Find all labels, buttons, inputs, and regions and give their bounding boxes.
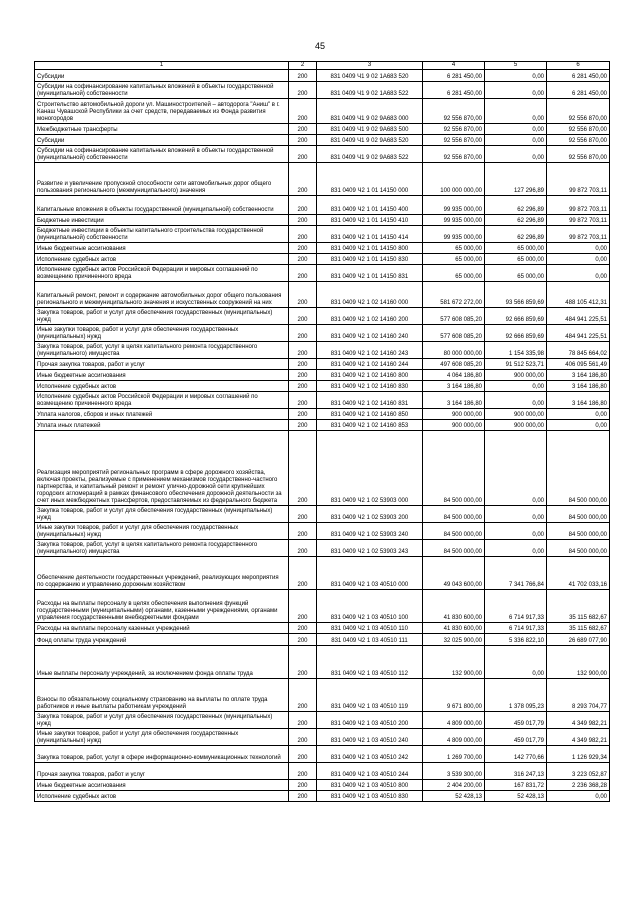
row-line-code-cell: 200	[289, 124, 317, 135]
row-unexecuted-amount-cell: 99 872 703,11	[547, 196, 610, 215]
row-name-cell: Закупка товаров, работ, услуг в сфере информационно-коммуникационных технологий	[35, 746, 289, 763]
row-unexecuted-amount-cell: 0,00	[547, 791, 610, 802]
row-line-code-cell: 200	[289, 308, 317, 325]
row-approved-amount-cell: 9 671 800,00	[423, 679, 485, 712]
row-approved-amount-cell: 99 935 000,00	[423, 226, 485, 243]
row-approved-amount-cell: 41 830 600,00	[423, 590, 485, 623]
page-number: 45	[314, 41, 325, 51]
row-classification-code-cell: 831 0409 Ч2 1 02 53903 240	[317, 523, 423, 540]
row-name-cell: Иные бюджетные ассигнования	[35, 370, 289, 381]
row-classification-code-cell: 831 0409 Ч1 9 02 1А683 522	[317, 82, 423, 99]
row-classification-code-cell: 831 0409 Ч2 1 03 40510 244	[317, 763, 423, 780]
row-line-code-cell: 200	[289, 780, 317, 791]
table-row	[35, 392, 610, 409]
row-executed-amount-cell: 62 296,89	[485, 215, 547, 226]
row-approved-amount-cell: 6 281 450,00	[423, 70, 485, 82]
table-row	[35, 763, 610, 780]
column-header-1: 1	[35, 62, 289, 70]
row-classification-code-cell: 831 0409 Ч2 1 03 40510 112	[317, 646, 423, 679]
row-unexecuted-amount-cell: 92 556 870,00	[547, 99, 610, 124]
row-classification-code-cell: 831 0409 Ч2 1 03 40510 200	[317, 712, 423, 729]
table-row	[35, 780, 610, 791]
table-row	[35, 146, 610, 163]
row-approved-amount-cell: 4 064 186,80	[423, 370, 485, 381]
row-executed-amount-cell: 167 831,72	[485, 780, 547, 791]
column-header-4: 4	[423, 62, 485, 70]
row-executed-amount-cell: 5 336 822,10	[485, 634, 547, 646]
row-executed-amount-cell: 91 512 523,71	[485, 359, 547, 370]
row-unexecuted-amount-cell: 78 845 664,02	[547, 342, 610, 359]
table-row	[35, 163, 610, 196]
row-approved-amount-cell: 49 043 600,00	[423, 557, 485, 590]
table-row	[35, 746, 610, 763]
row-classification-code-cell: 831 0409 Ч2 1 03 40510 830	[317, 791, 423, 802]
table-row	[35, 381, 610, 392]
row-classification-code-cell: 831 0409 Ч2 1 03 40510 800	[317, 780, 423, 791]
row-unexecuted-amount-cell: 1 126 929,34	[547, 746, 610, 763]
row-unexecuted-amount-cell: 484 941 225,51	[547, 308, 610, 325]
row-executed-amount-cell: 0,00	[485, 523, 547, 540]
row-line-code-cell: 200	[289, 557, 317, 590]
row-name-cell: Иные закупки товаров, работ и услуг для обеспечения государственных (муниципальных) нужд	[35, 325, 289, 342]
row-name-cell: Иные закупки товаров, работ и услуг для обеспечения государственных (муниципальных) нужд	[35, 729, 289, 746]
table-row	[35, 215, 610, 226]
row-classification-code-cell: 831 0409 Ч2 1 01 14150 400	[317, 196, 423, 215]
row-executed-amount-cell: 92 666 859,69	[485, 308, 547, 325]
table-row	[35, 540, 610, 557]
row-classification-code-cell: 831 0409 Ч1 9 02 1А683 520	[317, 70, 423, 82]
row-approved-amount-cell: 1 269 700,00	[423, 746, 485, 763]
row-classification-code-cell: 831 0409 Ч2 1 02 14160 243	[317, 342, 423, 359]
row-name-cell: Закупка товаров, работ и услуг для обеспечения государственных (муниципальных) нужд	[35, 506, 289, 523]
row-approved-amount-cell: 80 000 000,00	[423, 342, 485, 359]
row-approved-amount-cell: 84 500 000,00	[423, 431, 485, 506]
table-row	[35, 124, 610, 135]
row-executed-amount-cell: 93 566 859,69	[485, 282, 547, 308]
row-executed-amount-cell: 0,00	[485, 146, 547, 163]
row-executed-amount-cell: 0,00	[485, 82, 547, 99]
row-line-code-cell: 200	[289, 712, 317, 729]
row-unexecuted-amount-cell: 484 941 225,51	[547, 325, 610, 342]
row-approved-amount-cell: 3 539 300,00	[423, 763, 485, 780]
row-classification-code-cell: 831 0409 Ч2 1 03 40510 240	[317, 729, 423, 746]
row-classification-code-cell: 831 0409 Ч2 1 03 40510 100	[317, 590, 423, 623]
row-line-code-cell: 200	[289, 196, 317, 215]
row-unexecuted-amount-cell: 2 236 368,28	[547, 780, 610, 791]
table-row	[35, 557, 610, 590]
table-row	[35, 431, 610, 506]
row-unexecuted-amount-cell: 99 872 703,11	[547, 163, 610, 196]
row-executed-amount-cell: 900 000,00	[485, 409, 547, 420]
row-executed-amount-cell: 52 428,13	[485, 791, 547, 802]
row-classification-code-cell: 831 0409 Ч2 1 01 14150 830	[317, 254, 423, 265]
table-row	[35, 342, 610, 359]
row-unexecuted-amount-cell: 4 349 982,21	[547, 729, 610, 746]
table-row	[35, 282, 610, 308]
row-executed-amount-cell: 0,00	[485, 70, 547, 82]
row-name-cell: Исполнение судебных актов	[35, 254, 289, 265]
row-line-code-cell: 200	[289, 163, 317, 196]
row-executed-amount-cell: 65 000,00	[485, 254, 547, 265]
row-unexecuted-amount-cell: 8 293 704,77	[547, 679, 610, 712]
row-line-code-cell: 200	[289, 359, 317, 370]
table-row	[35, 243, 610, 254]
row-line-code-cell: 200	[289, 82, 317, 99]
row-executed-amount-cell: 6 714 917,33	[485, 623, 547, 634]
row-classification-code-cell: 831 0409 Ч2 1 02 14160 853	[317, 420, 423, 431]
row-unexecuted-amount-cell: 0,00	[547, 254, 610, 265]
row-name-cell: Субсидии	[35, 70, 289, 82]
row-line-code-cell: 200	[289, 226, 317, 243]
row-classification-code-cell: 831 0409 Ч2 1 03 40510 110	[317, 623, 423, 634]
row-executed-amount-cell: 6 714 917,33	[485, 590, 547, 623]
row-name-cell: Субсидии	[35, 135, 289, 146]
table-row	[35, 646, 610, 679]
table-row	[35, 135, 610, 146]
row-name-cell: Исполнение судебных актов Российской Федерации и мировых соглашений по возмещению причиненного вреда	[35, 392, 289, 409]
row-unexecuted-amount-cell: 3 164 186,80	[547, 370, 610, 381]
row-line-code-cell: 200	[289, 523, 317, 540]
table-row	[35, 99, 610, 124]
row-executed-amount-cell: 1 378 095,23	[485, 679, 547, 712]
row-classification-code-cell: 831 0409 Ч2 1 02 14160 830	[317, 381, 423, 392]
row-approved-amount-cell: 132 900,00	[423, 646, 485, 679]
row-approved-amount-cell: 92 556 870,00	[423, 99, 485, 124]
row-unexecuted-amount-cell: 4 349 982,21	[547, 712, 610, 729]
row-name-cell: Обеспечение деятельности государственных учреждений, реализующих мероприятия по содержанию и управлению дорожным хозяйством	[35, 557, 289, 590]
row-executed-amount-cell: 7 341 766,84	[485, 557, 547, 590]
row-line-code-cell: 200	[289, 254, 317, 265]
row-name-cell: Исполнение судебных актов	[35, 381, 289, 392]
row-line-code-cell: 200	[289, 506, 317, 523]
row-approved-amount-cell: 577 608 085,20	[423, 325, 485, 342]
row-line-code-cell: 200	[289, 746, 317, 763]
row-executed-amount-cell: 900 000,00	[485, 420, 547, 431]
table-body	[35, 62, 610, 802]
row-line-code-cell: 200	[289, 420, 317, 431]
row-executed-amount-cell: 0,00	[485, 392, 547, 409]
row-unexecuted-amount-cell: 0,00	[547, 243, 610, 254]
row-approved-amount-cell: 99 935 000,00	[423, 215, 485, 226]
row-classification-code-cell: 831 0409 Ч2 1 01 14150 831	[317, 265, 423, 282]
row-unexecuted-amount-cell: 84 500 000,00	[547, 431, 610, 506]
row-executed-amount-cell: 62 296,89	[485, 226, 547, 243]
budget-execution-table	[34, 61, 610, 802]
row-executed-amount-cell: 1 154 335,98	[485, 342, 547, 359]
row-classification-code-cell: 831 0409 Ч1 9 02 9А683 522	[317, 146, 423, 163]
row-approved-amount-cell: 3 164 186,80	[423, 392, 485, 409]
row-executed-amount-cell: 0,00	[485, 124, 547, 135]
row-executed-amount-cell: 0,00	[485, 99, 547, 124]
row-unexecuted-amount-cell: 3 164 186,80	[547, 392, 610, 409]
table-row	[35, 729, 610, 746]
row-line-code-cell: 200	[289, 243, 317, 254]
row-approved-amount-cell: 4 809 000,00	[423, 712, 485, 729]
table-row	[35, 712, 610, 729]
row-executed-amount-cell: 0,00	[485, 431, 547, 506]
row-executed-amount-cell: 62 296,89	[485, 196, 547, 215]
row-classification-code-cell: 831 0409 Ч2 1 02 14160 850	[317, 409, 423, 420]
row-classification-code-cell: 831 0409 Ч2 1 01 14150 410	[317, 215, 423, 226]
row-name-cell: Расходы на выплаты персоналу казенных учреждений	[35, 623, 289, 634]
row-name-cell: Субсидии на софинансирование капитальных вложений в объекты государственной (муниципальной) собственности	[35, 146, 289, 163]
row-classification-code-cell: 831 0409 Ч2 1 02 14160 200	[317, 308, 423, 325]
row-unexecuted-amount-cell: 0,00	[547, 409, 610, 420]
row-approved-amount-cell: 65 000,00	[423, 254, 485, 265]
row-unexecuted-amount-cell: 132 900,00	[547, 646, 610, 679]
row-name-cell: Иные бюджетные ассигнования	[35, 243, 289, 254]
row-unexecuted-amount-cell: 41 702 033,16	[547, 557, 610, 590]
row-classification-code-cell: 831 0409 Ч2 1 01 14150 000	[317, 163, 423, 196]
row-line-code-cell: 200	[289, 392, 317, 409]
row-classification-code-cell: 831 0409 Ч1 9 02 9А683 500	[317, 124, 423, 135]
row-line-code-cell: 200	[289, 791, 317, 802]
row-unexecuted-amount-cell: 35 115 682,67	[547, 623, 610, 634]
row-line-code-cell: 200	[289, 623, 317, 634]
row-line-code-cell: 200	[289, 370, 317, 381]
row-approved-amount-cell: 2 404 200,00	[423, 780, 485, 791]
row-approved-amount-cell: 92 556 870,00	[423, 124, 485, 135]
row-name-cell: Межбюджетные трансферты	[35, 124, 289, 135]
row-unexecuted-amount-cell: 84 500 000,00	[547, 506, 610, 523]
row-unexecuted-amount-cell: 84 500 000,00	[547, 540, 610, 557]
row-unexecuted-amount-cell: 6 281 450,00	[547, 82, 610, 99]
row-executed-amount-cell: 0,00	[485, 646, 547, 679]
row-unexecuted-amount-cell: 99 872 703,11	[547, 215, 610, 226]
row-line-code-cell: 200	[289, 729, 317, 746]
row-classification-code-cell: 831 0409 Ч2 1 02 14160 244	[317, 359, 423, 370]
row-line-code-cell: 200	[289, 99, 317, 124]
row-line-code-cell: 200	[289, 646, 317, 679]
table-row	[35, 623, 610, 634]
row-line-code-cell: 200	[289, 431, 317, 506]
column-header-6: 6	[547, 62, 610, 70]
table-row	[35, 634, 610, 646]
table-row	[35, 409, 610, 420]
row-approved-amount-cell: 497 608 085,20	[423, 359, 485, 370]
row-approved-amount-cell: 900 000,00	[423, 420, 485, 431]
column-number-header-row	[35, 62, 610, 70]
row-approved-amount-cell: 32 025 900,00	[423, 634, 485, 646]
row-line-code-cell: 200	[289, 540, 317, 557]
table-row	[35, 254, 610, 265]
row-approved-amount-cell: 900 000,00	[423, 409, 485, 420]
row-line-code-cell: 200	[289, 679, 317, 712]
row-approved-amount-cell: 84 500 000,00	[423, 540, 485, 557]
row-unexecuted-amount-cell: 35 115 682,67	[547, 590, 610, 623]
row-name-cell: Прочая закупка товаров, работ и услуг	[35, 359, 289, 370]
row-name-cell: Прочая закупка товаров, работ и услуг	[35, 763, 289, 780]
table-row	[35, 679, 610, 712]
row-classification-code-cell: 831 0409 Ч1 9 02 9А683 000	[317, 99, 423, 124]
column-header-3: 3	[317, 62, 423, 70]
row-executed-amount-cell: 316 247,13	[485, 763, 547, 780]
row-approved-amount-cell: 84 500 000,00	[423, 523, 485, 540]
table-row	[35, 265, 610, 282]
table-row	[35, 70, 610, 82]
row-line-code-cell: 200	[289, 325, 317, 342]
row-name-cell: Иные бюджетные ассигнования	[35, 780, 289, 791]
table-row	[35, 420, 610, 431]
row-classification-code-cell: 831 0409 Ч2 1 03 40510 119	[317, 679, 423, 712]
row-unexecuted-amount-cell: 99 872 703,11	[547, 226, 610, 243]
row-unexecuted-amount-cell: 0,00	[547, 265, 610, 282]
column-header-5: 5	[485, 62, 547, 70]
row-line-code-cell: 200	[289, 763, 317, 780]
table-row	[35, 523, 610, 540]
row-executed-amount-cell: 0,00	[485, 135, 547, 146]
row-classification-code-cell: 831 0409 Ч2 1 03 40510 111	[317, 634, 423, 646]
row-name-cell: Бюджетные инвестиции в объекты капитального строительства государственной (муниципальной) собственности	[35, 226, 289, 243]
table-row	[35, 308, 610, 325]
table-row	[35, 506, 610, 523]
row-name-cell: Закупка товаров, работ, услуг в целях капитального ремонта государственного (муниципального) имущества	[35, 342, 289, 359]
row-line-code-cell: 200	[289, 146, 317, 163]
row-classification-code-cell: 831 0409 Ч2 1 01 14150 800	[317, 243, 423, 254]
row-executed-amount-cell: 127 296,89	[485, 163, 547, 196]
row-name-cell: Иные выплаты персоналу учреждений, за исключением фонда оплаты труда	[35, 646, 289, 679]
row-line-code-cell: 200	[289, 215, 317, 226]
row-approved-amount-cell: 52 428,13	[423, 791, 485, 802]
row-approved-amount-cell: 92 556 870,00	[423, 146, 485, 163]
table-row	[35, 791, 610, 802]
row-approved-amount-cell: 65 000,00	[423, 265, 485, 282]
row-classification-code-cell: 831 0409 Ч2 1 02 53903 243	[317, 540, 423, 557]
row-name-cell: Исполнение судебных актов	[35, 791, 289, 802]
row-name-cell: Взносы по обязательному социальному страхованию на выплаты по оплате труда работников и иные выплаты работникам учреждений	[35, 679, 289, 712]
row-name-cell: Расходы на выплаты персоналу в целях обеспечения выполнения функций государственными (муниципальными) органами, казенными учреждениями, органами управления государственными внебюджетными фондами	[35, 590, 289, 623]
row-unexecuted-amount-cell: 3 223 052,87	[547, 763, 610, 780]
row-executed-amount-cell: 0,00	[485, 381, 547, 392]
row-name-cell: Уплата налогов, сборов и иных платежей	[35, 409, 289, 420]
row-unexecuted-amount-cell: 26 689 077,90	[547, 634, 610, 646]
row-unexecuted-amount-cell: 0,00	[547, 420, 610, 431]
row-classification-code-cell: 831 0409 Ч2 1 03 40510 242	[317, 746, 423, 763]
row-name-cell: Закупка товаров, работ и услуг для обеспечения государственных (муниципальных) нужд	[35, 712, 289, 729]
row-executed-amount-cell: 65 000,00	[485, 243, 547, 254]
row-approved-amount-cell: 577 608 085,20	[423, 308, 485, 325]
row-name-cell: Закупка товаров, работ, услуг в целях капитального ремонта государственного (муниципального) имущества	[35, 540, 289, 557]
row-line-code-cell: 200	[289, 590, 317, 623]
row-classification-code-cell: 831 0409 Ч2 1 02 53903 200	[317, 506, 423, 523]
row-line-code-cell: 200	[289, 409, 317, 420]
row-approved-amount-cell: 4 809 000,00	[423, 729, 485, 746]
row-approved-amount-cell: 65 000,00	[423, 243, 485, 254]
row-unexecuted-amount-cell: 406 095 561,49	[547, 359, 610, 370]
row-line-code-cell: 200	[289, 381, 317, 392]
row-executed-amount-cell: 0,00	[485, 506, 547, 523]
table-row	[35, 325, 610, 342]
row-classification-code-cell: 831 0409 Ч2 1 02 14160 800	[317, 370, 423, 381]
row-executed-amount-cell: 65 000,00	[485, 265, 547, 282]
table-row	[35, 590, 610, 623]
row-name-cell: Иные закупки товаров, работ и услуг для обеспечения государственных (муниципальных) нужд	[35, 523, 289, 540]
row-classification-code-cell: 831 0409 Ч2 1 02 14160 240	[317, 325, 423, 342]
row-name-cell: Капитальные вложения в объекты государственной (муниципальной) собственности	[35, 196, 289, 215]
row-executed-amount-cell: 900 000,00	[485, 370, 547, 381]
row-executed-amount-cell: 459 017,79	[485, 729, 547, 746]
row-classification-code-cell: 831 0409 Ч1 9 02 9А683 520	[317, 135, 423, 146]
row-unexecuted-amount-cell: 84 500 000,00	[547, 523, 610, 540]
row-name-cell: Закупка товаров, работ и услуг для обеспечения государственных (муниципальных) нужд	[35, 308, 289, 325]
row-name-cell: Фонд оплаты труда учреждений	[35, 634, 289, 646]
row-unexecuted-amount-cell: 3 164 186,80	[547, 381, 610, 392]
row-name-cell: Строительство автомобильной дороги ул. Машиностроителей – автодорога "Аниш" в г. Канаш Чувашской Республики за счет средств, передаваемых из Фонда развития моногородов	[35, 99, 289, 124]
row-line-code-cell: 200	[289, 342, 317, 359]
row-name-cell: Исполнение судебных актов Российской Федерации и мировых соглашений по возмещению причиненного вреда	[35, 265, 289, 282]
row-executed-amount-cell: 0,00	[485, 540, 547, 557]
table-row	[35, 82, 610, 99]
row-classification-code-cell: 831 0409 Ч2 1 03 40510 000	[317, 557, 423, 590]
row-line-code-cell: 200	[289, 634, 317, 646]
table-row	[35, 226, 610, 243]
row-unexecuted-amount-cell: 92 556 870,00	[547, 146, 610, 163]
table-row	[35, 196, 610, 215]
row-line-code-cell: 200	[289, 282, 317, 308]
row-classification-code-cell: 831 0409 Ч2 1 01 14150 414	[317, 226, 423, 243]
row-approved-amount-cell: 84 500 000,00	[423, 506, 485, 523]
row-executed-amount-cell: 459 017,79	[485, 712, 547, 729]
row-classification-code-cell: 831 0409 Ч2 1 02 14160 000	[317, 282, 423, 308]
row-name-cell: Развитие и увеличение пропускной способности сети автомобильных дорог общего пользования регионального (межмуниципального) значения	[35, 163, 289, 196]
row-unexecuted-amount-cell: 92 556 870,00	[547, 124, 610, 135]
row-approved-amount-cell: 100 000 000,00	[423, 163, 485, 196]
row-approved-amount-cell: 99 935 000,00	[423, 196, 485, 215]
row-executed-amount-cell: 92 666 859,69	[485, 325, 547, 342]
row-approved-amount-cell: 6 281 450,00	[423, 82, 485, 99]
row-name-cell: Реализация мероприятий региональных программ в сфере дорожного хозяйства, включая проекты, реализуемые с применением механизмов государственно-частного партнерства, и капитальный ремонт и ремонт улично-дорожной сети крупнейших городских агломераций в рамках финансового обеспечения дорожной деятельности за счет иных межбюджетных трансфертов, предоставляемых из федерального бюджета	[35, 431, 289, 506]
row-unexecuted-amount-cell: 92 556 870,00	[547, 135, 610, 146]
row-name-cell: Бюджетные инвестиции	[35, 215, 289, 226]
row-line-code-cell: 200	[289, 135, 317, 146]
row-line-code-cell: 200	[289, 70, 317, 82]
row-unexecuted-amount-cell: 6 281 450,00	[547, 70, 610, 82]
row-name-cell: Капитальный ремонт, ремонт и содержание автомобильных дорог общего пользования регионального и межмуниципального значения и искусственных сооружений на них	[35, 282, 289, 308]
row-approved-amount-cell: 41 830 600,00	[423, 623, 485, 634]
table-row	[35, 359, 610, 370]
row-name-cell: Уплата иных платежей	[35, 420, 289, 431]
row-name-cell: Субсидии на софинансирование капитальных вложений в объекты государственной (муниципальной) собственности	[35, 82, 289, 99]
row-executed-amount-cell: 142 770,66	[485, 746, 547, 763]
row-approved-amount-cell: 92 556 870,00	[423, 135, 485, 146]
row-classification-code-cell: 831 0409 Ч2 1 02 14160 831	[317, 392, 423, 409]
row-approved-amount-cell: 581 672 272,00	[423, 282, 485, 308]
table-row	[35, 370, 610, 381]
row-unexecuted-amount-cell: 488 105 412,31	[547, 282, 610, 308]
row-classification-code-cell: 831 0409 Ч2 1 02 53903 000	[317, 431, 423, 506]
row-approved-amount-cell: 3 164 186,80	[423, 381, 485, 392]
row-line-code-cell: 200	[289, 265, 317, 282]
column-header-2: 2	[289, 62, 317, 70]
